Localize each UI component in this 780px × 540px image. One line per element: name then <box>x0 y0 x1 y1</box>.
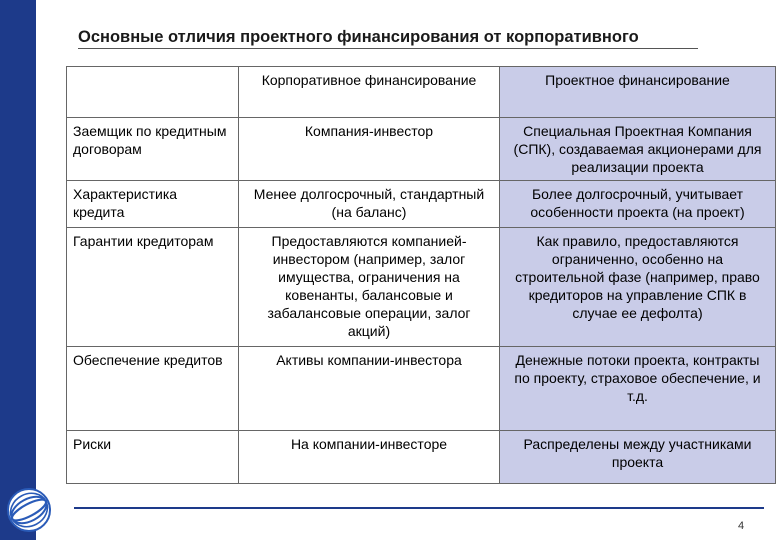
project-cell: Распределены между участниками проекта <box>500 431 776 484</box>
corporate-cell: На компании-инвесторе <box>239 431 500 484</box>
table-row <box>67 228 776 347</box>
row-label: Риски <box>67 431 239 484</box>
table-row <box>67 431 776 484</box>
table-header-row <box>67 67 776 118</box>
sidebar-band <box>0 0 36 540</box>
row-label: Характеристика кредита <box>67 181 239 228</box>
corporate-cell: Компания-инвестор <box>239 118 500 181</box>
corporate-cell: Активы компании-инвестора <box>239 347 500 431</box>
globe-logo-icon <box>6 487 52 533</box>
slide-title: Основные отличия проектного финансирования от корпоративного <box>78 28 639 46</box>
header-corporate: Корпоративное финансирование <box>239 67 500 118</box>
header-empty-cell <box>67 67 239 118</box>
table-row <box>67 347 776 431</box>
project-cell: Как правило, предоставляются ограниченно, особенно на строительной фазе (например, право кредиторов на управление СПК в случае ее дефолта) <box>500 228 776 347</box>
project-cell: Более долгосрочный, учитывает особенности проекта (на проект) <box>500 181 776 228</box>
corporate-cell: Менее долгосрочный, стандартный (на баланс) <box>239 181 500 228</box>
project-cell: Специальная Проектная Компания (СПК), создаваемая акционерами для реализации проекта <box>500 118 776 181</box>
row-label: Заемщик по кредитным договорам <box>67 118 239 181</box>
row-label: Гарантии кредиторам <box>67 228 239 347</box>
page-number: 4 <box>738 520 745 532</box>
header-project: Проектное финансирование <box>500 67 776 118</box>
table-row <box>67 181 776 228</box>
comparison-table <box>66 66 776 484</box>
footer-line <box>74 507 764 509</box>
corporate-cell: Предоставляются компанией-инвестором (например, залог имущества, ограничения на ковенанты, балансовые и забалансовые операции, залог акций) <box>239 228 500 347</box>
table-row <box>67 118 776 181</box>
project-cell: Денежные потоки проекта, контракты по проекту, страховое обеспечение, и т.д. <box>500 347 776 431</box>
title-underline <box>78 48 698 49</box>
row-label: Обеспечение кредитов <box>67 347 239 431</box>
